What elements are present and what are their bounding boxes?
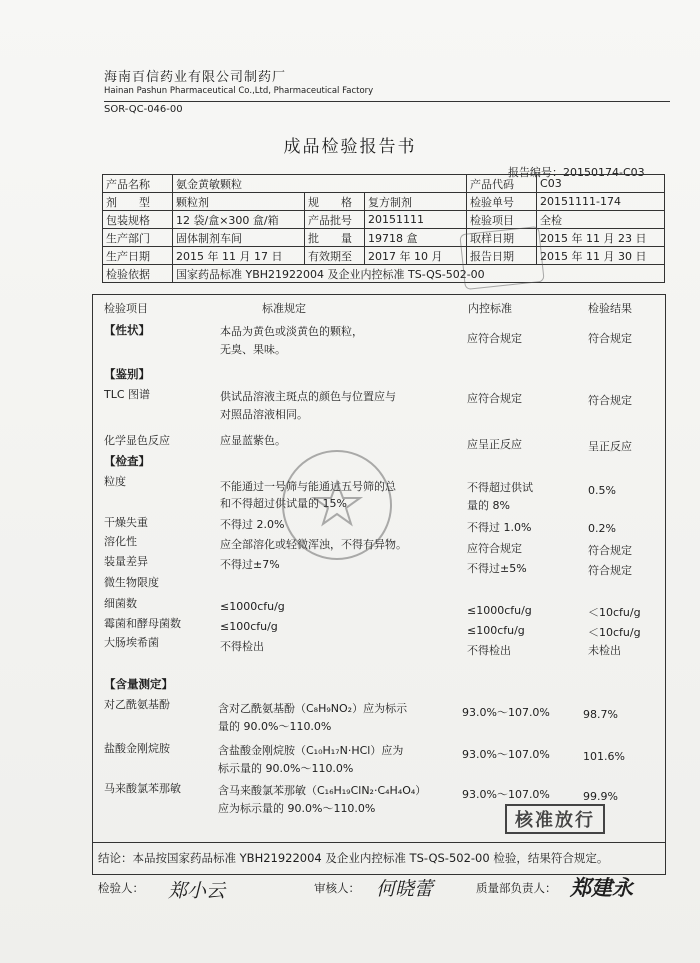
document-code: SOR-QC-046-00 (104, 104, 183, 115)
reviewer-label: 审核人： (314, 881, 360, 895)
aman-label: 盐酸金刚烷胺 (104, 742, 170, 755)
sol-result: 符合规定 (588, 544, 632, 557)
fill-standard: 不得过±7% (220, 558, 280, 571)
tlc-result: 符合规定 (588, 394, 632, 407)
conclusion-text: 结论：本品按国家药品标准 YBH21922004 及企业内控标准 TS-QS-502-00 检验，结果符合规定。 (98, 851, 609, 865)
value-form: 颗粒剂 (173, 193, 305, 211)
seal-star-icon (284, 452, 390, 558)
label-test-item: 检验项目 (467, 211, 537, 229)
label-report-date: 报告日期 (467, 247, 537, 265)
mold-label: 霉菌和酵母菌数 (104, 617, 181, 630)
label-pack: 包装规格 (103, 211, 173, 229)
aman-result: 101.6% (583, 750, 625, 763)
value-sample-date: 2015 年 11 月 23 日 (537, 229, 665, 247)
col-header-standard: 标准规定 (262, 302, 306, 315)
approved-release-stamp: 核准放行 (505, 804, 605, 834)
fill-label: 装量差异 (104, 555, 148, 568)
label-sample-date: 取样日期 (467, 229, 537, 247)
section-check: 【检查】 (104, 454, 150, 468)
appearance-standard-line1: 本品为黄色或淡黄色的颗粒， (220, 325, 363, 338)
header-rule (104, 101, 670, 102)
label-test-no: 检验单号 (467, 193, 537, 211)
chem-internal: 应呈正反应 (467, 438, 522, 451)
bact-result: ＜10cfu/g (588, 606, 641, 619)
value-report-date: 2015 年 11 月 30 日 (537, 247, 665, 265)
apap-result: 98.7% (583, 708, 618, 721)
col-header-item: 检验项目 (104, 302, 148, 315)
grain-internal-line1: 不得超过供试 (467, 481, 533, 494)
grain-standard-line2: 和不得超过供试量的 15% (220, 497, 347, 510)
col-header-internal: 内控标准 (468, 302, 512, 315)
mold-internal: ≤100cfu/g (467, 624, 525, 637)
section-assay: 【含量测定】 (104, 677, 173, 691)
tlc-internal: 应符合规定 (467, 392, 522, 405)
company-name-en: Hainan Pashun Pharmaceutical Co.,Ltd, Pharmaceutical Factory (104, 86, 374, 96)
micro-label: 微生物限度 (104, 576, 159, 589)
company-name-cn: 海南百信药业有限公司制药厂 (104, 70, 287, 85)
chem-standard: 应显蓝紫色。 (220, 434, 286, 447)
apap-standard-line2: 量的 90.0%～110.0% (218, 720, 332, 733)
apap-label: 对乙酰氨基酚 (104, 698, 170, 711)
sol-label: 溶化性 (104, 535, 137, 548)
tlc-label: TLC 图谱 (104, 388, 151, 401)
ecoli-internal: 不得检出 (467, 644, 511, 657)
grain-result: 0.5% (588, 484, 616, 497)
label-form: 剂 型 (103, 193, 173, 211)
report-number: 报告编号：20150174-C03 (508, 166, 645, 179)
appearance-standard-line2: 无臭、果味。 (220, 343, 286, 356)
ecoli-label: 大肠埃希菌 (104, 636, 159, 649)
dry-label: 干燥失重 (104, 516, 148, 529)
appearance-result: 符合规定 (588, 332, 632, 345)
conclusion-divider (92, 842, 666, 843)
dry-internal: 不得过 1.0% (467, 521, 532, 534)
section-appearance: 【性状】 (104, 323, 150, 337)
sol-standard: 应全部溶化或轻微浑浊，不得有异物。 (220, 538, 407, 551)
value-qty: 19718 盒 (365, 229, 467, 247)
chem-label: 化学显色反应 (104, 434, 170, 447)
col-header-result: 检验结果 (588, 302, 632, 315)
value-test-item: 全检 (537, 211, 665, 229)
label-basis: 检验依据 (103, 265, 173, 283)
date-check-stamp (459, 226, 544, 290)
apap-standard-line1: 含对乙酰氨基酚（C₈H₉NO₂）应为标示 (218, 702, 408, 715)
value-expiry: 2017 年 10 月 (365, 247, 467, 265)
chlor-standard-line2: 应为标示量的 90.0%～110.0% (218, 802, 376, 815)
value-basis: 国家药品标准 YBH21922004 及企业内控标准 TS-QS-502-00 (173, 265, 665, 283)
value-test-no: 20151111-174 (537, 193, 665, 211)
bact-internal: ≤1000cfu/g (467, 604, 532, 617)
chlor-standard-line1: 含马来酸氯苯那敏（C₁₆H₁₉ClN₂·C₄H₄O₄） (218, 784, 427, 797)
aman-standard-line1: 含盐酸金刚烷胺（C₁₀H₁₇N·HCl）应为 (218, 744, 404, 757)
apap-internal: 93.0%～107.0% (462, 706, 550, 719)
fill-result: 符合规定 (588, 564, 632, 577)
report-title: 成品检验报告书 (283, 137, 417, 157)
fill-internal: 不得过±5% (467, 562, 527, 575)
mold-result: ＜10cfu/g (588, 626, 641, 639)
inspector-signature: 郑小云 (168, 880, 226, 902)
sol-internal: 应符合规定 (467, 542, 522, 555)
label-product-name: 产品名称 (103, 175, 173, 193)
ecoli-result: 未检出 (588, 644, 621, 657)
dry-standard: 不得过 2.0% (220, 518, 285, 531)
label-expiry: 有效期至 (305, 247, 365, 265)
grain-label: 粒度 (104, 475, 126, 488)
aman-standard-line2: 标示量的 90.0%～110.0% (218, 762, 354, 775)
section-identification: 【鉴别】 (104, 367, 150, 381)
label-qty: 批 量 (305, 229, 365, 247)
qa-signature: 郑建永 (570, 875, 633, 900)
info-table (102, 174, 665, 283)
label-dept: 生产部门 (103, 229, 173, 247)
qa-label: 质量部负责人： (476, 881, 557, 895)
reviewer-signature: 何晓蕾 (376, 878, 434, 900)
label-prod-date: 生产日期 (103, 247, 173, 265)
value-product-code: C03 (537, 175, 665, 193)
appearance-internal: 应符合规定 (467, 332, 522, 345)
bact-standard: ≤1000cfu/g (220, 600, 285, 613)
bact-label: 细菌数 (104, 597, 137, 610)
value-prod-date: 2015 年 11 月 17 日 (173, 247, 305, 265)
mold-standard: ≤100cfu/g (220, 620, 278, 633)
value-dept: 固体制剂车间 (173, 229, 305, 247)
label-spec: 规 格 (305, 193, 365, 211)
value-spec: 复方制剂 (365, 193, 467, 211)
ecoli-standard: 不得检出 (220, 640, 264, 653)
tlc-standard-line2: 对照品溶液相同。 (220, 408, 308, 421)
dry-result: 0.2% (588, 522, 616, 535)
value-product-name: 氨金黄敏颗粒 (173, 175, 467, 193)
value-pack: 12 袋/盒×300 盒/箱 (173, 211, 305, 229)
inspector-label: 检验人： (98, 881, 144, 895)
chem-result: 呈正反应 (588, 440, 632, 453)
label-batch: 产品批号 (305, 211, 365, 229)
grain-internal-line2: 量的 8% (467, 499, 510, 512)
value-batch: 20151111 (365, 211, 467, 229)
chlor-result: 99.9% (583, 790, 618, 803)
chlor-internal: 93.0%～107.0% (462, 788, 550, 801)
chlor-label: 马来酸氯苯那敏 (104, 782, 181, 795)
company-seal-stamp (282, 450, 392, 560)
aman-internal: 93.0%～107.0% (462, 748, 550, 761)
tlc-standard-line1: 供试品溶液主斑点的颜色与位置应与 (220, 390, 396, 403)
label-product-code: 产品代码 (467, 175, 537, 193)
grain-standard-line1: 不能通过一号筛与能通过五号筛的总 (220, 480, 396, 493)
